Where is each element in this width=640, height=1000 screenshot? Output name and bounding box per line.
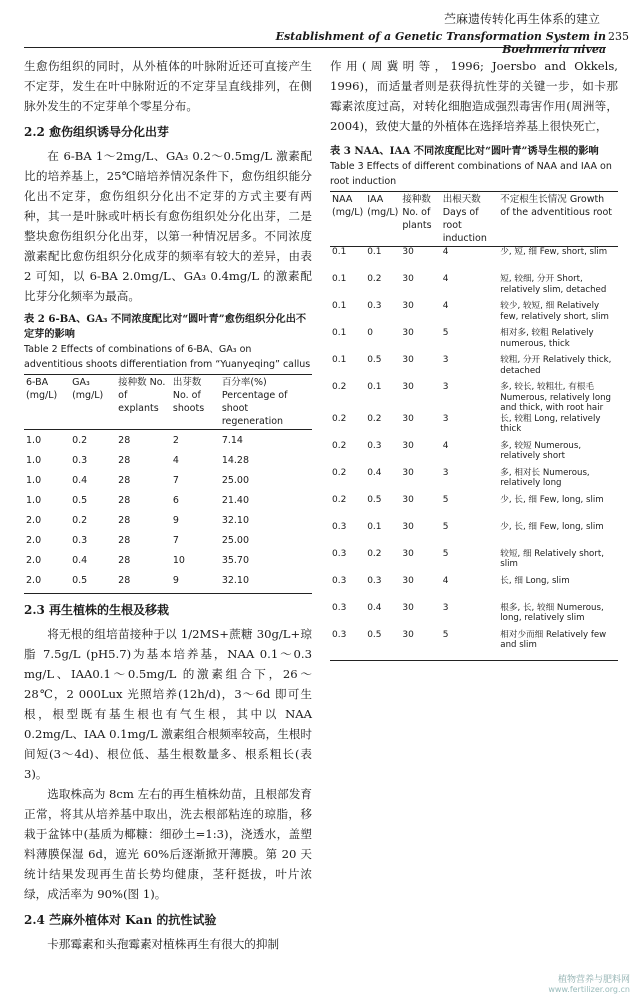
table3-cell: 30	[402, 274, 414, 284]
table3-row	[330, 301, 618, 328]
table3-cell: 短, 较细, 分开 Short, relatively slim, detached	[500, 274, 607, 295]
table2-cell: 0.2	[72, 514, 88, 526]
table3-cell: 0.2	[332, 467, 347, 478]
table3-cell: 3	[442, 602, 449, 613]
table2-cell: 32.10	[220, 570, 312, 594]
table2-header-cell: 接种数 No. of explants	[116, 375, 171, 430]
table3-cell: 30	[402, 440, 414, 451]
table2-cell: 1.0	[26, 434, 42, 446]
table3-cell: 长, 较粗 Long, relatively thick	[500, 413, 601, 434]
table3-cell: 0.1	[367, 382, 382, 392]
table3-cell: 0.1	[332, 247, 347, 257]
table2-cell: 7	[172, 534, 179, 546]
table3-caption-zh: 表 3 NAA、IAA 不同浓度配比对“圆叶青”诱导生根的影响	[330, 145, 599, 157]
table2-header-cell: 百分率(%) Percentage of shoot regeneration	[220, 375, 312, 430]
table3-cell: 30	[402, 548, 414, 559]
table3-cell: 0.2	[367, 548, 382, 559]
table2-cell: 28	[118, 534, 131, 546]
table2-cell: 2.0	[26, 534, 42, 546]
table3-cell: 0.2	[332, 382, 347, 392]
table3-row	[330, 522, 618, 549]
table3-cell: 0.2	[332, 413, 347, 424]
table3-row	[330, 603, 618, 630]
table3-header-cell: 出根天数 Days of root induction	[441, 192, 499, 247]
table3-cell: 0.2	[332, 494, 347, 505]
table3-cell: 5	[441, 630, 499, 661]
table3-cell: 5	[442, 328, 449, 338]
table3-cell: 30	[402, 382, 414, 392]
table3-cell: 长, 细 Long, slim	[500, 575, 570, 586]
table2-cell: 2.0	[26, 554, 42, 566]
table3-cell: 30	[402, 494, 414, 505]
table3-cell: 较粗, 分开 Relatively thick, detached	[500, 355, 612, 376]
table3-cell: 30	[402, 328, 414, 338]
paragraph-transplanting: 选取株高为 8cm 左右的再生植株幼苗，且根部发育正常，将其从培养基中取出，洗去根部粘连的琼脂，移栽于盆钵中(基质为椰糠：细砂土=1:3)，浇透水，盖塑料薄膜保湿 6d，遮光 60%后逐渐掀开薄膜。第 20 天统计结果发现再生苗长势均健康，茎秆挺拔，叶片浓绿，成活率为 90%(图 1)。	[24, 787, 312, 901]
table3-cell: 多, 相对长 Numerous, relatively long	[500, 467, 590, 488]
table2-cell: 0.3	[72, 534, 88, 546]
table3-header-cell: 不定根生长情况 Growth of the adventitious root	[498, 192, 618, 247]
table3-row	[330, 247, 618, 275]
table2-cell: 14.28	[221, 454, 250, 466]
table3-cell: 3	[442, 382, 449, 392]
table3-cell: 0.5	[367, 494, 382, 505]
table2-cell: 6	[172, 494, 179, 506]
table3-row	[330, 274, 618, 301]
table3-cell: 0.3	[367, 440, 382, 451]
table2-cell: 2.0	[26, 514, 42, 526]
table3-cell: 0.2	[332, 440, 347, 451]
table3-cell: 30	[402, 575, 414, 586]
table3-cell: 0.1	[367, 247, 382, 257]
table3-cell: 相对多, 较粗 Relatively numerous, thick	[500, 328, 594, 349]
table3-cell: 0.3	[332, 521, 347, 532]
table2-header-cell: 6-BA (mg/L)	[24, 375, 70, 430]
table3-cell: 多, 较长, 较粗壮, 有根毛 Numerous, relatively long and thick, with root hair	[500, 382, 611, 413]
table3-cell: 0.1	[332, 274, 347, 284]
watermark-url: www.fertilizer.org.cn	[548, 985, 630, 994]
table2-cell: 1.0	[26, 494, 42, 506]
table3-row	[330, 414, 618, 441]
table3-row	[330, 441, 618, 468]
table3-row	[330, 382, 618, 414]
table2-cell: 28	[118, 454, 131, 466]
table2-cell: 4	[172, 454, 179, 466]
paragraph-shoot-differentiation: 在 6-BA 1～2mg/L、GA₃ 0.2～0.5mg/L 激素配比的培养基上，25℃暗培养情况条件下，愈伤组织能分化出不定芽，愈伤组织分化出不定芽的方式主要有两种，其一是叶脉或叶柄长有愈伤组织处分化出芽，二是整块愈伤组织分化出芽，以第一种情况居多。不同浓度激素配比愈伤组织分化成芽的频率有较大的差异，由表 2 可知，以 6-BA 2.0mg/L、GA₃ 0.4mg/L 的激素配比芽分化频率为最高。	[24, 149, 312, 303]
table3-cell: 0.2	[367, 274, 382, 284]
table3	[330, 191, 618, 661]
table2-row	[24, 430, 312, 451]
table2-header-cell: GA₃ (mg/L)	[70, 375, 116, 430]
table3-cell: 5	[442, 521, 449, 532]
table2-cell: 9	[171, 570, 220, 594]
table2-row	[24, 550, 312, 570]
paragraph-callus-shoots: 生愈伤组织的同时，从外植体的叶脉附近还可直接产生不定芽，发生在叶中脉附近的不定芽呈直线排列，在侧脉外发生的不定芽单个零星分布。	[24, 59, 312, 113]
table2-cell: 0.5	[72, 494, 88, 506]
paragraph-kanamycin-effect: 作用(周冀明等，1996; Joersbo and Okkels, 1996)，而适量者则是获得抗性芽的关键一步，如卡那霉素浓度过高，对转化细胞造成强烈毒害作用(周洲等，2004)，致使大量的外植体在选择培养基上很快死亡，	[330, 59, 618, 133]
table2-cell: 1.0	[26, 474, 42, 486]
table2-caption-zh: 表 2 6-BA、GA₃ 不同浓度配比对“圆叶青”愈伤组织分化出不定芽的影响	[24, 313, 307, 340]
table3-cell: 30	[402, 467, 414, 478]
table3-row	[330, 576, 618, 603]
table3-cell: 根多, 长, 较细 Numerous, long, relatively slim	[500, 602, 604, 623]
left-column	[24, 56, 312, 954]
table3-caption-en: Table 3 Effects of different combinations of NAA and IAA on root induction	[330, 161, 612, 187]
table2-cell: 25.00	[221, 474, 250, 486]
table3-cell: 0.2	[367, 413, 382, 424]
table3-cell: 0	[367, 328, 373, 338]
table2-row	[24, 470, 312, 490]
table3-row	[330, 355, 618, 382]
table2-row	[24, 490, 312, 510]
running-header-en: Establishment of a Genetic Transformation System in Boehmeria nivea	[275, 30, 606, 56]
table3-header-cell: 接种数 No. of plants	[400, 192, 440, 247]
table3-cell: 3	[442, 355, 449, 365]
paragraph-kan-resistance: 卡那霉素和头孢霉素对植株再生有很大的抑制	[47, 937, 280, 951]
table3-cell: 3	[442, 413, 449, 424]
table2-cell: 28	[118, 554, 131, 566]
table2-cell: 28	[116, 570, 171, 594]
table2-cell: 32.10	[221, 514, 250, 526]
table2-cell: 28	[118, 474, 131, 486]
table3-cell: 4	[442, 247, 449, 257]
table3-cell: 4	[442, 440, 449, 451]
table2-caption-en: Table 2 Effects of combinations of 6-BA、GA₃ on adventitious shoots differentiation from “Yuanyeqing” callus	[24, 344, 311, 370]
table3-cell: 30	[402, 413, 414, 424]
table3-cell: 0.5	[365, 630, 400, 661]
table2-cell: 7.14	[221, 434, 243, 446]
section-heading-2-2: 2.2 愈伤组织诱导分化出芽	[24, 125, 170, 139]
table2-cell: 21.40	[221, 494, 250, 506]
table2-cell: 0.2	[72, 434, 88, 446]
table3-cell: 30	[400, 630, 440, 661]
table2-cell: 0.3	[72, 454, 88, 466]
table3-cell: 30	[402, 521, 414, 532]
table2-row	[24, 570, 312, 594]
table3-cell: 5	[442, 548, 449, 559]
table3-cell: 相对少而细 Relatively few and slim	[498, 630, 618, 661]
table3-cell: 30	[402, 247, 414, 257]
page-number: 235	[608, 30, 629, 43]
table2-cell: 10	[172, 554, 185, 566]
table2-cell: 2	[172, 434, 179, 446]
table3-row	[330, 549, 618, 576]
table3-cell: 少, 长, 细 Few, long, slim	[500, 494, 604, 505]
table2-row	[24, 510, 312, 530]
table2-cell: 0.5	[70, 570, 116, 594]
running-header-zh: 苎麻遗传转化再生体系的建立	[443, 12, 600, 26]
table3-cell: 0.3	[332, 602, 347, 613]
table3-row	[330, 495, 618, 522]
table3-header-cell: IAA (mg/L)	[365, 192, 400, 247]
table3-cell: 0.1	[332, 328, 347, 338]
table2-cell: 0.4	[72, 554, 88, 566]
table2-cell: 35.70	[221, 554, 250, 566]
table3-cell: 较少, 较短, 细 Relatively few, relatively short, slim	[500, 301, 609, 322]
table3-row	[330, 630, 618, 661]
table2-cell: 9	[172, 514, 179, 526]
table2-cell: 0.4	[72, 474, 88, 486]
table3-cell: 30	[402, 602, 414, 613]
table2-row	[24, 530, 312, 550]
table3-row	[330, 468, 618, 495]
table2-row	[24, 450, 312, 470]
table3-cell: 30	[402, 301, 414, 311]
paragraph-rooting: 将无根的组培苗接种于以 1/2MS+蔗糖 30g/L+琼脂 7.5g/L (pH5.7)为基本培养基，NAA 0.1～0.3 mg/L、IAA0.1～0.5mg/L 的激素组合下，26～28℃，2 000Lux 光照培养(12h/d)，3～6d 即可生根，根型既有基生根也有气生根，其中以 NAA 0.2mg/L、IAA 0.1mg/L 激素组合根频率较高，生根时间短(3～4d)、根位低、基生根数量多、根系粗长(表 3)。	[24, 627, 312, 781]
right-column	[330, 56, 618, 661]
table3-cell: 较短, 细 Relatively short, slim	[500, 548, 604, 569]
table3-cell: 0.1	[332, 355, 347, 365]
header-rule	[24, 47, 606, 48]
table2-cell: 1.0	[26, 454, 42, 466]
table3-cell: 30	[402, 355, 414, 365]
table2-cell: 2.0	[24, 570, 70, 594]
table3-row	[330, 328, 618, 355]
table3-cell: 0.5	[367, 355, 382, 365]
section-heading-2-3: 2.3 再生植株的生根及移栽	[24, 603, 170, 617]
table3-cell: 多, 较短 Numerous, relatively short	[500, 440, 582, 461]
table3-cell: 4	[442, 301, 449, 311]
table3-cell: 0.3	[330, 630, 365, 661]
table3-cell: 0.3	[332, 575, 347, 586]
table3-cell: 0.4	[367, 602, 382, 613]
table2-header-cell: 出芽数 No. of shoots	[171, 375, 220, 430]
table2	[24, 374, 312, 594]
table3-cell: 5	[442, 494, 449, 505]
table3-cell: 少, 短, 细 Few, short, slim	[500, 247, 608, 257]
table2-cell: 28	[118, 434, 131, 446]
table3-cell: 0.4	[367, 467, 382, 478]
table3-cell: 少, 长, 细 Few, long, slim	[500, 521, 604, 532]
table3-cell: 0.3	[367, 575, 382, 586]
table3-cell: 0.1	[367, 521, 382, 532]
table3-cell: 4	[442, 575, 449, 586]
table2-cell: 7	[172, 474, 179, 486]
table2-cell: 28	[118, 494, 131, 506]
table2-cell: 28	[118, 514, 131, 526]
table3-cell: 0.1	[332, 301, 347, 311]
table3-cell: 0.3	[367, 301, 382, 311]
watermark-text: 植物营养与肥料网	[557, 975, 630, 985]
table2-cell: 25.00	[221, 534, 250, 546]
table3-cell: 4	[442, 274, 449, 284]
section-heading-2-4: 2.4 苎麻外植体对 Kan 的抗性试验	[24, 913, 217, 927]
table3-cell: 3	[442, 467, 449, 478]
table3-cell: 0.3	[332, 548, 347, 559]
table3-header-cell: NAA (mg/L)	[330, 192, 365, 247]
